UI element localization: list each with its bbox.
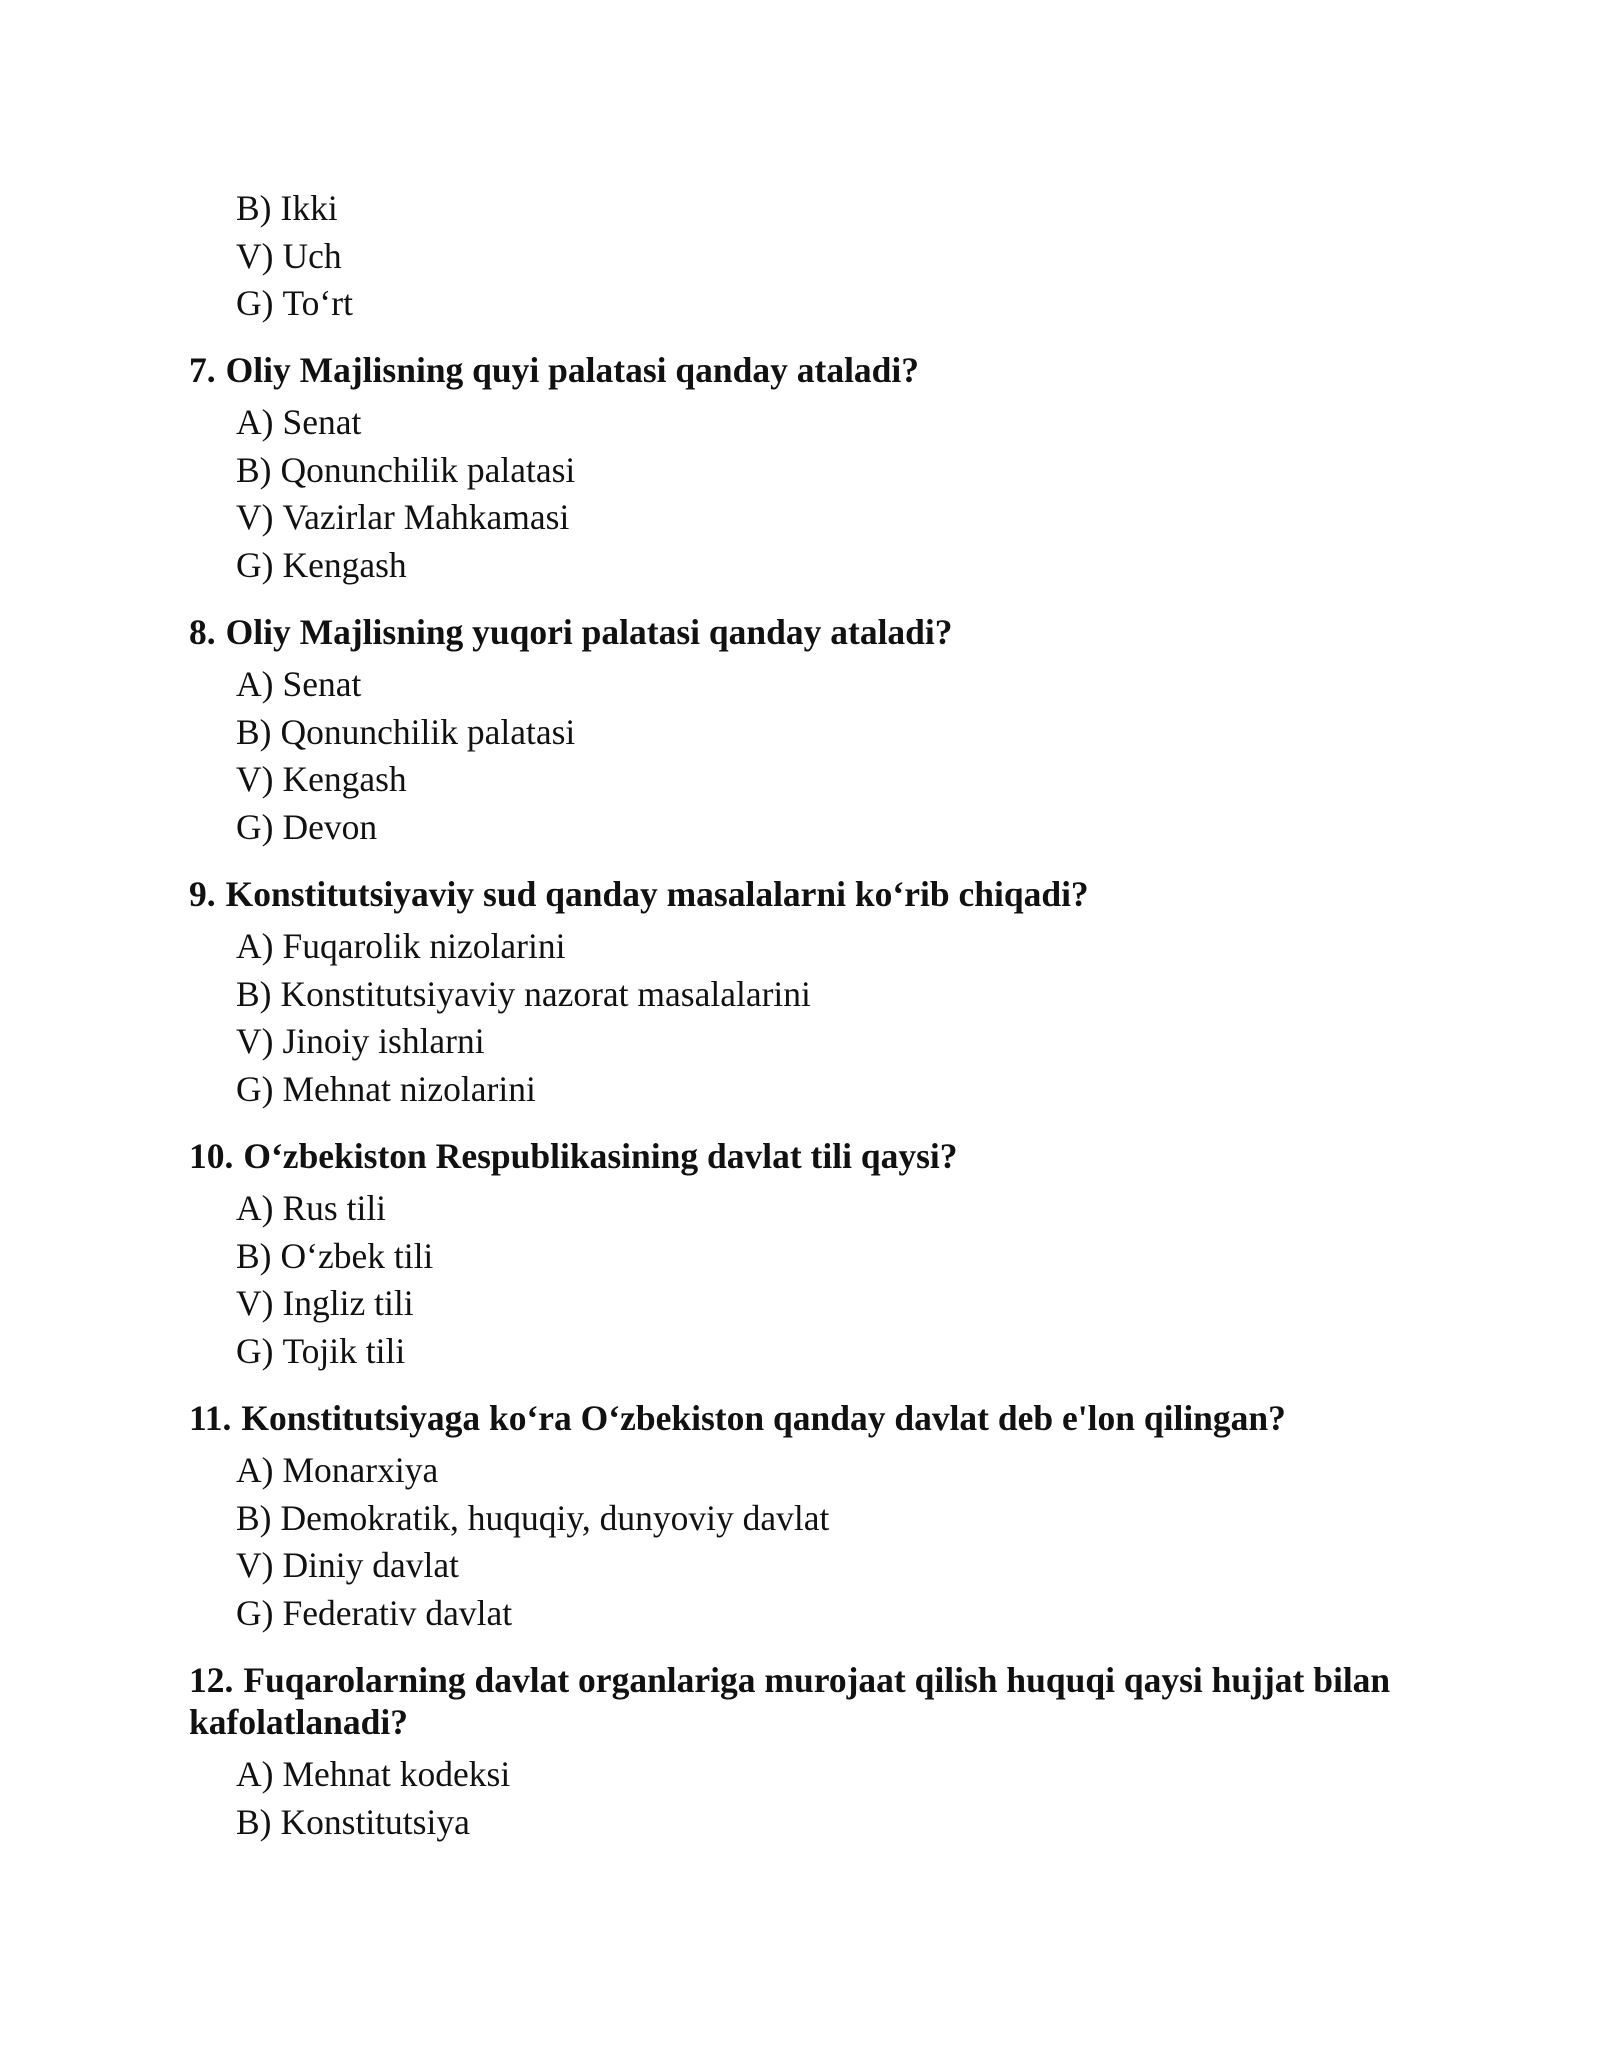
option-text: Qonunchilik palatasi	[280, 449, 576, 490]
question-text: Oliy Majlisning quyi palatasi qanday ataladi?	[225, 350, 920, 390]
question-number: 8.	[189, 612, 216, 652]
question-heading	[189, 611, 1409, 653]
option-g	[236, 542, 1409, 590]
option-text: Mehnat nizolarini	[282, 1068, 536, 1109]
question-10	[189, 1135, 1409, 1375]
option-g	[236, 1590, 1409, 1638]
option-g	[236, 804, 1409, 852]
option-text: Senat	[282, 664, 362, 704]
option-text: Monarxiya	[282, 1450, 439, 1490]
option-letter: G)	[236, 1330, 274, 1371]
option-text: Konstitutsiyaviy nazorat masalalarini	[280, 973, 811, 1014]
option-letter: G)	[236, 544, 274, 585]
option-g	[236, 1066, 1409, 1114]
question-heading	[189, 873, 1409, 915]
option-text: Ikki	[280, 188, 338, 228]
question-heading	[189, 349, 1409, 391]
option-letter: A)	[236, 402, 274, 442]
option-g	[236, 280, 353, 328]
option-letter: G)	[236, 283, 274, 323]
option-text: Diniy davlat	[282, 1545, 459, 1585]
option-text: Devon	[282, 806, 378, 847]
option-list	[189, 661, 1409, 851]
previous-question-options	[236, 185, 353, 328]
option-a	[236, 661, 1409, 709]
option-b	[236, 1495, 1409, 1543]
option-text: To‘rt	[282, 283, 353, 323]
option-a	[236, 1447, 1409, 1495]
option-b	[236, 1799, 1409, 1847]
option-text: Fuqarolik nizolarini	[282, 926, 566, 966]
question-11	[189, 1397, 1409, 1637]
question-text: Oliy Majlisning yuqori palatasi qanday ataladi?	[225, 612, 953, 652]
question-number: 7.	[189, 350, 216, 390]
option-letter: B)	[236, 1497, 272, 1538]
question-8	[189, 611, 1409, 851]
option-letter: V)	[236, 1545, 274, 1585]
option-text: O‘zbek tili	[280, 1235, 434, 1276]
option-letter: G)	[236, 1068, 274, 1109]
option-text: Rus tili	[282, 1188, 387, 1228]
option-v	[236, 1018, 1409, 1066]
option-text: Vazirlar Mahkamasi	[282, 497, 570, 537]
question-12	[189, 1659, 1409, 1846]
option-text: Mehnat kodeksi	[282, 1754, 511, 1794]
option-b	[236, 185, 353, 233]
option-letter: B)	[236, 188, 272, 228]
option-v	[236, 494, 1409, 542]
option-letter: V)	[236, 497, 274, 537]
question-text: Konstitutsiyaga ko‘ra O‘zbekiston qanday davlat deb e'lon qilingan?	[241, 1398, 1286, 1438]
option-v	[236, 233, 353, 281]
question-number: 9.	[189, 874, 216, 914]
option-letter: B)	[236, 449, 272, 490]
question-text: Konstitutsiyaviy sud qanday masalalarni ko‘rib chiqadi?	[225, 874, 1089, 914]
question-number: 10.	[189, 1136, 234, 1176]
option-list	[189, 923, 1409, 1113]
question-number: 11.	[189, 1398, 232, 1438]
option-letter: A)	[236, 664, 274, 704]
option-g	[236, 1328, 1409, 1376]
option-letter: B)	[236, 1235, 272, 1276]
option-text: Tojik tili	[282, 1330, 406, 1371]
option-text: Jinoiy ishlarni	[282, 1021, 485, 1061]
option-b	[236, 1233, 1409, 1281]
option-text: Demokratik, huquqiy, dunyoviy davlat	[280, 1497, 830, 1538]
option-a	[236, 399, 1409, 447]
option-letter: G)	[236, 806, 274, 847]
option-b	[236, 709, 1409, 757]
option-text: Konstitutsiya	[280, 1801, 470, 1842]
question-text: O‘zbekiston Respublikasining davlat tili qaysi?	[243, 1136, 958, 1176]
option-letter: V)	[236, 1021, 274, 1061]
option-letter: A)	[236, 1450, 274, 1490]
question-7	[189, 349, 1409, 589]
question-heading	[189, 1659, 1409, 1743]
option-a	[236, 1185, 1409, 1233]
option-letter: V)	[236, 1283, 274, 1323]
option-v	[236, 1542, 1409, 1590]
option-letter: G)	[236, 1592, 274, 1633]
option-letter: V)	[236, 759, 274, 799]
option-letter: B)	[236, 973, 272, 1014]
option-text: Qonunchilik palatasi	[280, 711, 576, 752]
option-v	[236, 756, 1409, 804]
option-b	[236, 447, 1409, 495]
option-list	[189, 1447, 1409, 1637]
option-list	[236, 185, 353, 328]
option-text: Uch	[282, 235, 342, 276]
option-letter: V)	[236, 235, 274, 276]
option-list	[189, 1185, 1409, 1375]
option-a	[236, 923, 1409, 971]
option-v	[236, 1280, 1409, 1328]
option-text: Kengash	[282, 544, 407, 585]
option-letter: A)	[236, 1188, 274, 1228]
question-9	[189, 873, 1409, 1113]
option-text: Kengash	[282, 759, 407, 799]
option-letter: A)	[236, 926, 274, 966]
option-letter: B)	[236, 1801, 272, 1842]
option-text: Senat	[282, 402, 362, 442]
option-text: Ingliz tili	[282, 1283, 414, 1323]
question-heading	[189, 1397, 1409, 1439]
option-b	[236, 971, 1409, 1019]
option-letter: A)	[236, 1754, 274, 1794]
question-number: 12.	[189, 1660, 234, 1700]
option-list	[189, 1751, 1409, 1846]
option-a	[236, 1751, 1409, 1799]
option-text: Federativ davlat	[282, 1592, 513, 1633]
question-heading	[189, 1135, 1409, 1177]
question-text: Fuqarolarning davlat organlariga murojaat qilish huquqi qaysi hujjat bilan kafolatlanadi?	[189, 1660, 1391, 1742]
option-letter: B)	[236, 711, 272, 752]
option-list	[189, 399, 1409, 589]
